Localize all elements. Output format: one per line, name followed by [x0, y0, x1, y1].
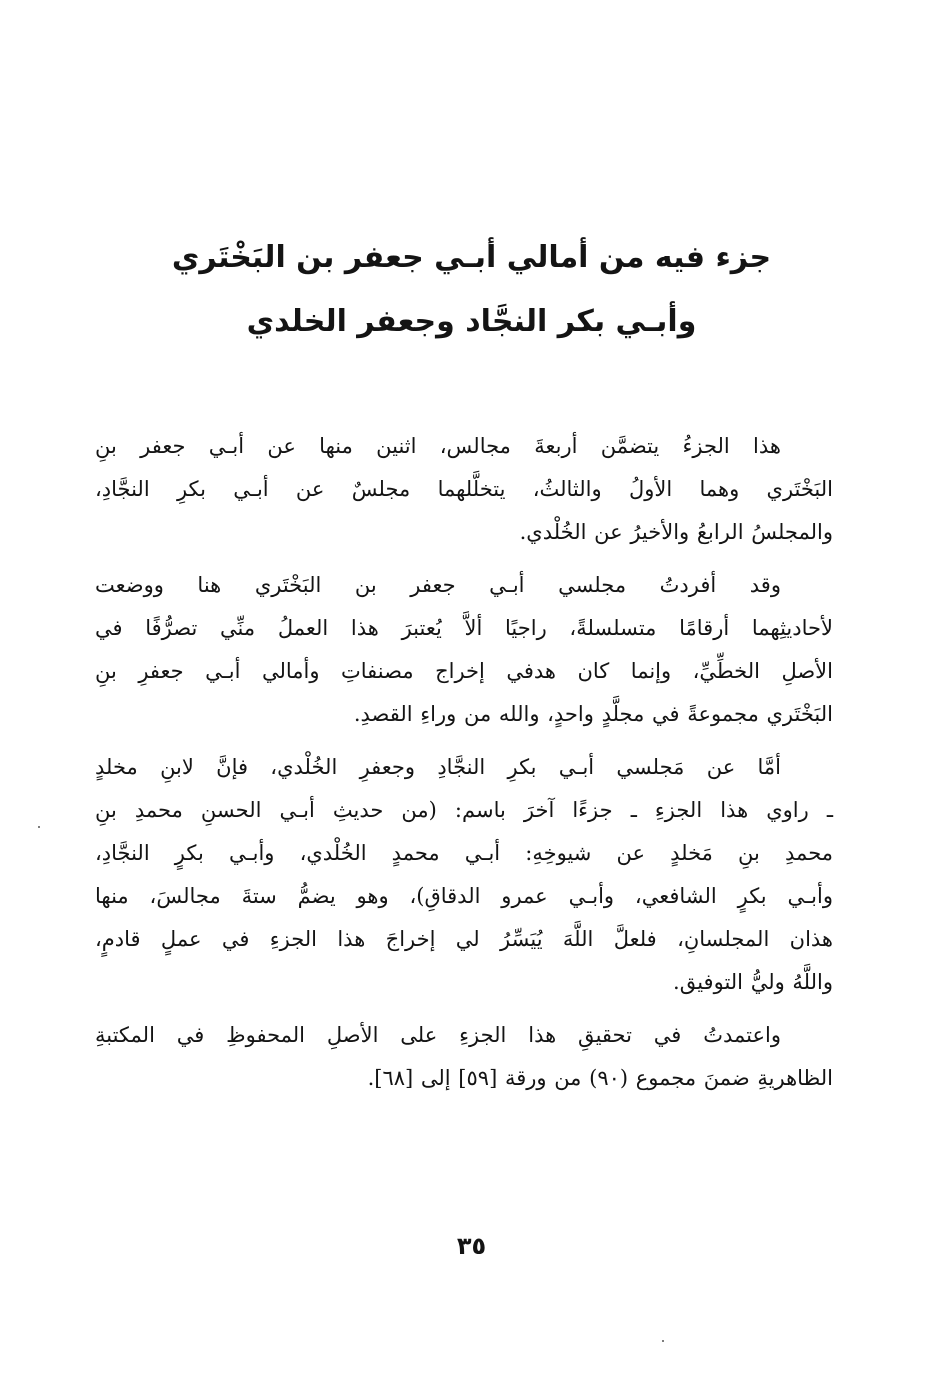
text-line: وقد أفردتُ مجلسي أبـي جعفر بن البَخْتَري هنا ووضعت — [95, 573, 781, 597]
page-number: ٣٥ — [456, 1232, 487, 1260]
scan-speck — [38, 826, 40, 828]
text-line: البَخْتَري وهما الأولُ والثالثُ، يتخلَّلهما مجلسٌ عن أبـي بكرِ النجَّادِ، — [95, 477, 833, 501]
text-line: لأحاديثِهما أرقامًا متسلسلةً، راجيًا ألاَّ يُعتبرَ هذا العملُ منِّي تصرُّفًا في — [95, 616, 833, 640]
paragraph-4 — [95, 1014, 833, 1100]
text-line: هذا الجزءُ يتضمَّن أربعةَ مجالس، اثنين منها عن أبـي جعفر بنِ — [95, 434, 781, 458]
text-line: أمَّا عن مَجلسي أبـي بكرِ النجَّادِ وجعفرِ الخُلْدي، فإنَّ لابنِ مخلدٍ — [95, 755, 781, 779]
scan-speck — [662, 1340, 664, 1342]
text-line: الأصلِ الخطِّيِّ، وإنما كان هدفي إخراج مصنفاتِ وأمالي أبـي جعفرِ بنِ — [95, 659, 833, 683]
text-line: واللَّهُ وليُّ التوفيق. — [673, 970, 833, 994]
text-line: والمجلسُ الرابعُ والأخيرُ عن الخُلْدي. — [519, 520, 833, 544]
text-line: هذان المجلسانِ، فلعلَّ اللَّهَ يُيَسِّرُ لي إخراجَ هذا الجزءِ في عملٍ قادمٍ، — [95, 927, 833, 951]
title-line-1: جزء فيه من أمالي أبـي جعفر بن البَخْتَري — [171, 240, 772, 275]
text-line: واعتمدتُ في تحقيقِ هذا الجزءِ على الأصلِ المحفوظِ في المكتبةِ — [95, 1023, 781, 1047]
text-line: الظاهريةِ ضمنَ مجموع (٩٠) من ورقة [٥٩] إلى [٦٨]. — [367, 1066, 833, 1090]
title-block — [130, 226, 813, 354]
text-line: ـ راوي هذا الجزءِ ـ جزءًا آخرَ باسم: (من حديثِ أبـي الحسنِ محمدِ بنِ — [95, 798, 833, 822]
text-line: محمدِ بنِ مَخلدٍ عن شيوخِهِ: أبـي محمدٍ الخُلْدي، وأبـي بكرٍ النجَّادِ، — [95, 841, 833, 865]
title-line-2: وأبـي بكر النجَّاد وجعفر الخلدي — [246, 304, 697, 339]
paragraph-3 — [95, 746, 833, 1004]
text-line: وأبـي بكرٍ الشافعي، وأبـي عمرو الدقاقِ)، وهو يضمُّ ستةَ مجالسَ، منها — [95, 884, 833, 908]
paragraph-1 — [95, 425, 833, 554]
text-line: البَخْتَري مجموعةً في مجلَّدٍ واحدٍ، والله من وراءِ القصدِ. — [353, 702, 833, 726]
body-text — [95, 425, 833, 1110]
paragraph-2 — [95, 564, 833, 736]
